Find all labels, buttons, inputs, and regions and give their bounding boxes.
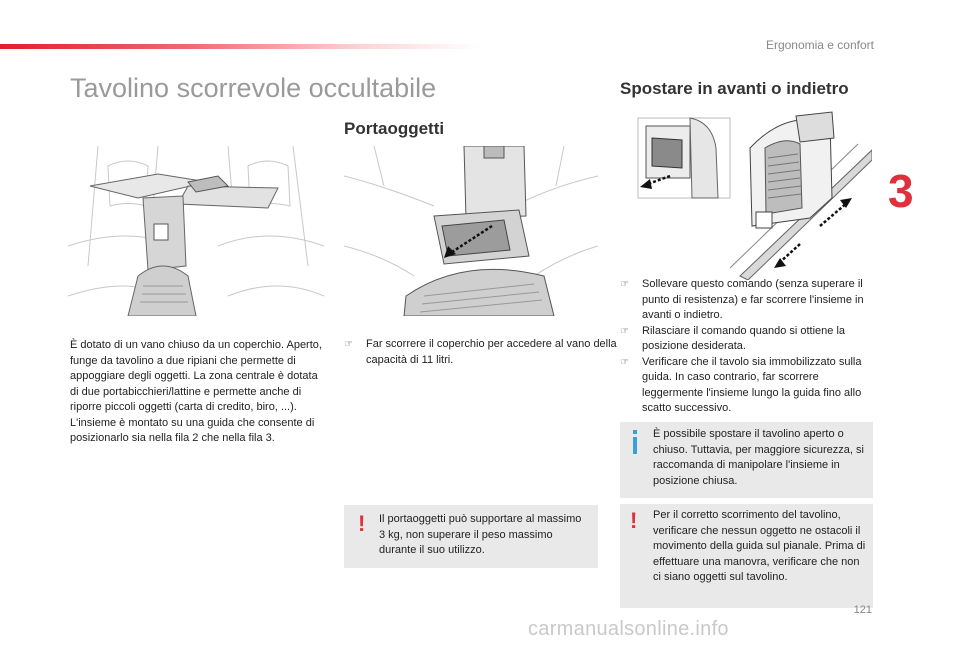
storage-warning-box <box>344 505 598 568</box>
section-title: Ergonomia e confort <box>765 38 874 52</box>
info-icon <box>630 430 640 454</box>
slide-step-2: ☞ Rilasciare il comando quando si ottiene la posizione desiderata. <box>620 324 870 355</box>
slide-warning-box <box>620 504 873 608</box>
description-text-2: L'insieme è montato su una guida che consente di posizionarlo sia nella fila 2 che nella fila 3. <box>70 416 315 444</box>
slide-step-1: ☞ Sollevare questo comando (senza superare il punto di resistenza) e far scorrere l'insieme in avanti o indietro. <box>620 277 870 324</box>
sliding-table-illustration <box>68 146 324 316</box>
slide-heading: Spostare in avanti o indietro <box>620 79 849 98</box>
storage-warning-text: Il portaoggetti può supportare al massimo 3 kg, non superare il peso massimo durante il suo utilizzo. <box>379 513 582 556</box>
warning-icon: ! <box>630 508 638 533</box>
chapter-number: 3 <box>888 165 914 217</box>
storage-compartment-illustration <box>344 146 598 316</box>
header-accent-bar <box>0 44 480 49</box>
page-number: 121 <box>853 604 872 616</box>
slide-info-box <box>620 422 873 498</box>
warning-icon: ! <box>358 511 366 536</box>
slide-step-3: ☞ Verificare che il tavolo sia immobilizzato sulla guida. In caso contrario, far scorrere leggermente l'insieme lungo la guida fino allo scatto successivo. <box>620 355 870 417</box>
slide-warning-text: Per il corretto scorrimento del tavolino, verificare che nessun oggetto ne ostacoli il movimento della guida sul pianale. Prima di effettuare una manovra, verificare che non ci siano oggetti sul tavolino. <box>653 509 866 583</box>
watermark: carmanualsonline.info <box>528 618 729 640</box>
slide-mechanism-illustration <box>620 108 872 280</box>
storage-instruction: ☞ Far scorrere il coperchio per accedere al vano della capacità di 11 litri. <box>344 337 618 368</box>
storage-heading: Portaoggetti <box>344 119 445 138</box>
page-title: Tavolino scorrevole occultabile <box>70 73 437 103</box>
description-text: È dotato di un vano chiuso da un coperchio. Aperto, funge da tavolino a due ripiani che permette di appoggiare degli oggetti. La zona centrale è dotata di due portabicchieri/lattine e permette anche di riporre piccoli oggetti (carta di credito, biro, ...). <box>70 339 322 413</box>
slide-info-text: È possibile spostare il tavolino aperto o chiuso. Tuttavia, per maggiore sicurezza, si raccomanda di manipolare l'insieme in posizione chiusa. <box>653 428 864 487</box>
